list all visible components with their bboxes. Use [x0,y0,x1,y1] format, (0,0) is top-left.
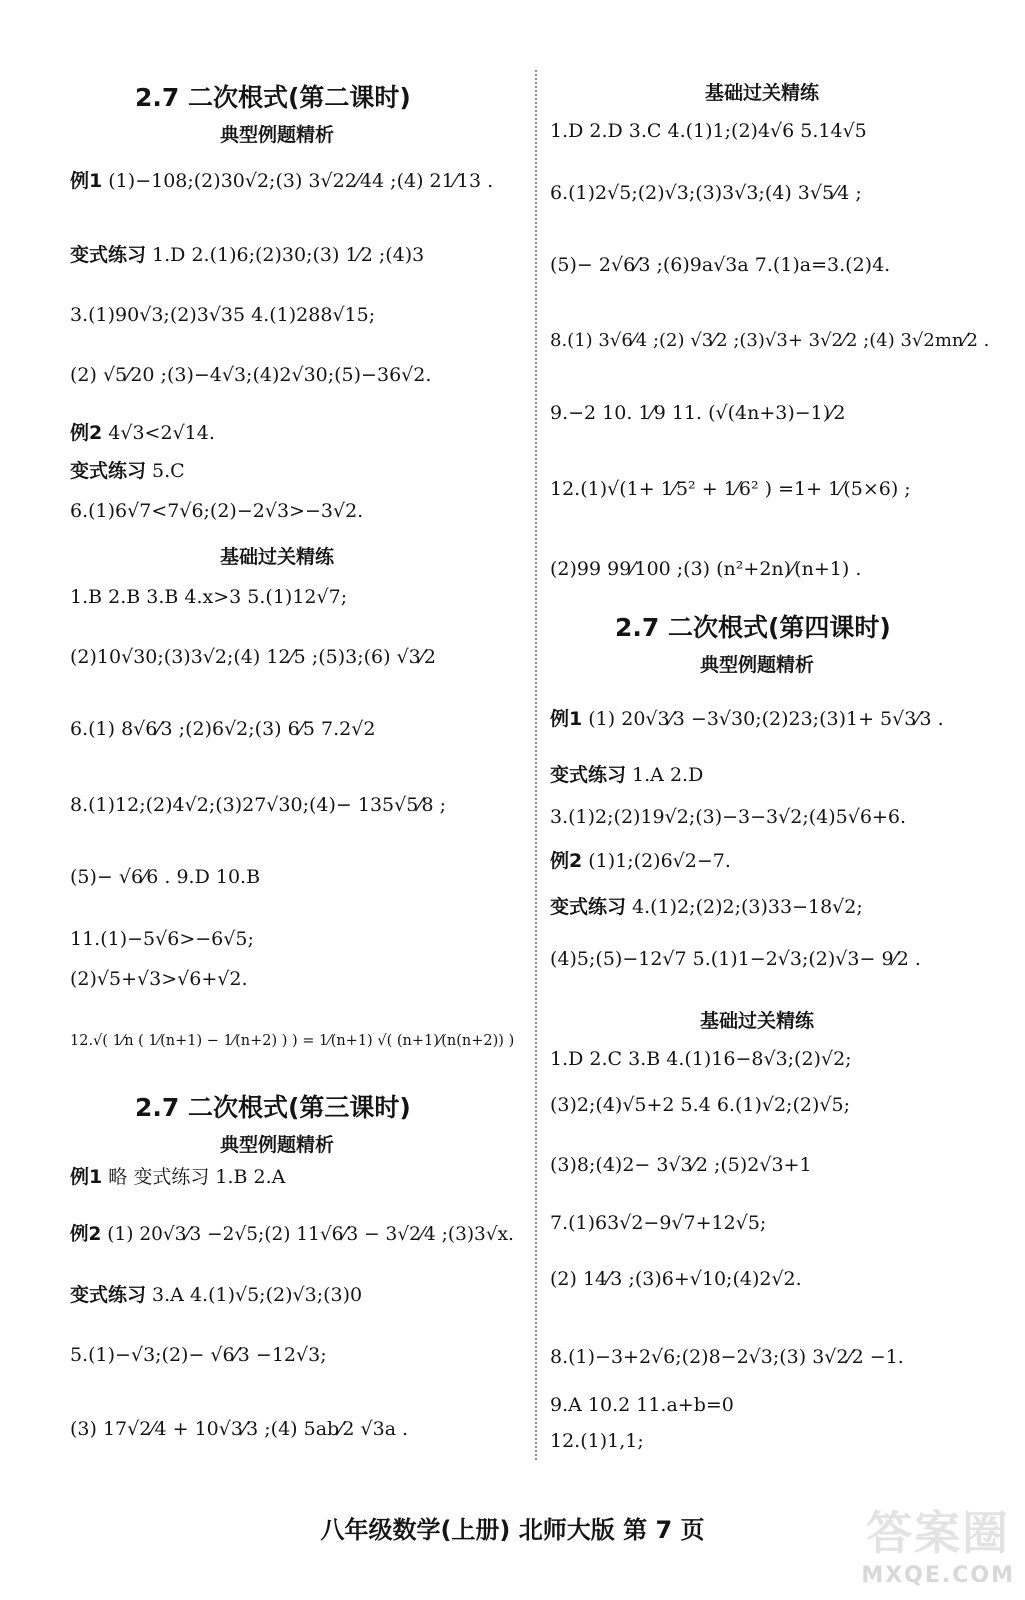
answer-line: 3.(1)2;(2)19√2;(3)−3−3√2;(4)5√6+6. [550,806,906,828]
answer-line: 例1 (1) 20√3⁄3 −3√30;(2)23;(3)1+ 5√3⁄3 . [550,708,944,730]
answer-line: 1.B 2.B 3.B 4.x>3 5.(1)12√7; [70,586,348,608]
left-column [70,0,520,1600]
answer-line: 11.(1)−5√6>−6√5; [70,928,254,950]
answer-line: (2)10√30;(3)3√2;(4) 12⁄5 ;(5)3;(6) √3⁄2 [70,646,437,668]
answer-line: 变式练习 5.C [70,460,185,482]
answer-line: (5)− √6⁄6 . 9.D 10.B [70,866,261,888]
answer-line: (3)2;(4)√5+2 5.4 6.(1)√2;(2)√5; [550,1094,850,1116]
answer-label: 例1 [70,170,103,192]
answer-line: 变式练习 3.A 4.(1)√5;(2)√3;(3)0 [70,1284,363,1306]
answer-line: 例2 (1) 20√3⁄3 −2√5;(2) 11√6⁄3 − 3√2⁄4 ;(3)3√x. [70,1224,514,1245]
answer-line: (2) 14⁄3 ;(3)6+√10;(4)2√2. [550,1268,802,1290]
answer-line: (2)99 99⁄100 ;(3) (n²+2n)⁄(n+1) . [550,558,862,580]
answer-label: 变式练习 [550,764,627,786]
answer-label: 变式练习 [70,244,147,266]
answer-line: 8.(1) 3√6⁄4 ;(2) √3⁄2 ;(3)√3+ 3√2⁄2 ;(4) 3√2mn⁄2 . [550,330,990,351]
answer-line: 12.(1)1,1; [550,1430,644,1452]
section-title-3: 2.7 二次根式(第三课时) [135,1093,411,1122]
answer-line: 12.√( 1⁄n ( 1⁄(n+1) − 1⁄(n+2) ) ) = 1⁄(n+1) √( (n+1)⁄(n(n+2)) ) [70,1033,515,1049]
column-divider [535,70,537,1460]
answer-label: 例1 [550,708,583,730]
watermark-logo [861,1497,1015,1588]
answer-line: 9.−2 10. 1⁄9 11. (√(4n+3)−1)⁄2 [550,402,846,424]
answer-label: 例2 [550,850,583,872]
answer-line: 6.(1)2√5;(2)√3;(3)3√3;(4) 3√5⁄4 ; [550,182,862,204]
answer-line: 变式练习 1.A 2.D [550,764,704,786]
answer-line: (2)√5+√3>√6+√2. [70,968,248,990]
subheading-typical-examples: 典型例题精析 [700,654,815,676]
subheading-basic-practice: 基础过关精练 [705,82,820,104]
answer-line: 1.D 2.C 3.B 4.(1)16−8√3;(2)√2; [550,1048,852,1070]
answer-line: 12.(1)√(1+ 1⁄5² + 1⁄6² ) =1+ 1⁄(5×6) ; [550,478,911,500]
answer-line: 变式练习 4.(1)2;(2)2;(3)33−18√2; [550,896,863,918]
answer-line: 例1 (1)−108;(2)30√2;(3) 3√22⁄44 ;(4) 21⁄13 . [70,170,494,192]
subheading-basic-practice: 基础过关精练 [220,546,335,568]
section-title-2: 2.7 二次根式(第二课时) [135,83,411,112]
answer-label: 变式练习 [70,1284,147,1306]
answer-line: (3) 17√2⁄4 + 10√3⁄3 ;(4) 5ab⁄2 √3a . [70,1418,409,1440]
subheading-basic-practice: 基础过关精练 [700,1010,815,1032]
answer-line: 9.A 10.2 11.a+b=0 [550,1394,734,1416]
answer-line: (5)− 2√6⁄3 ;(6)9a√3a 7.(1)a=3.(2)4. [550,254,891,276]
answer-label: 例1 [70,1166,103,1188]
answer-line: 7.(1)63√2−9√7+12√5; [550,1212,767,1234]
answer-line: 例1 略 变式练习 1.B 2.A [70,1166,286,1188]
subheading-typical-examples: 典型例题精析 [220,1134,335,1156]
answer-line: 6.(1)6√7<7√6;(2)−2√3>−3√2. [70,500,364,522]
right-column [550,0,990,1600]
answer-line: 5.(1)−√3;(2)− √6⁄3 −12√3; [70,1344,327,1366]
answer-line: (2) √5⁄20 ;(3)−4√3;(4)2√30;(5)−36√2. [70,364,432,386]
answer-line: 1.D 2.D 3.C 4.(1)1;(2)4√6 5.14√5 [550,120,867,142]
section-title-4: 2.7 二次根式(第四课时) [615,613,891,642]
page-footer: 八年级数学(上册) 北师大版 第 7 页 [320,1516,705,1544]
answer-label: 例2 [70,1224,102,1245]
answer-line: (3)8;(4)2− 3√3⁄2 ;(5)2√3+1 [550,1154,812,1176]
watermark-en: MXQE.COM [861,1563,1015,1588]
answer-line: 例2 (1)1;(2)6√2−7. [550,850,731,872]
answer-line: 变式练习 1.D 2.(1)6;(2)30;(3) 1⁄2 ;(4)3 [70,244,425,266]
answer-label: 例2 [70,422,103,444]
answer-line: 例2 4√3<2√14. [70,422,215,444]
answer-line: (4)5;(5)−12√7 5.(1)1−2√3;(2)√3− 9⁄2 . [550,948,921,970]
answer-line: 3.(1)90√3;(2)3√35 4.(1)288√15; [70,304,376,326]
answer-line: 8.(1)12;(2)4√2;(3)27√30;(4)− 135√5⁄8 ; [70,794,447,816]
answer-line: 8.(1)−3+2√6;(2)8−2√3;(3) 3√2⁄2 −1. [550,1346,904,1368]
answer-label: 变式练习 [70,460,147,482]
answer-label: 变式练习 [550,896,627,918]
subheading-typical-examples: 典型例题精析 [220,124,335,146]
watermark-cn: 答案圈 [866,1506,1011,1560]
answer-line: 6.(1) 8√6⁄3 ;(2)6√2;(3) 6⁄5 7.2√2 [70,718,376,740]
